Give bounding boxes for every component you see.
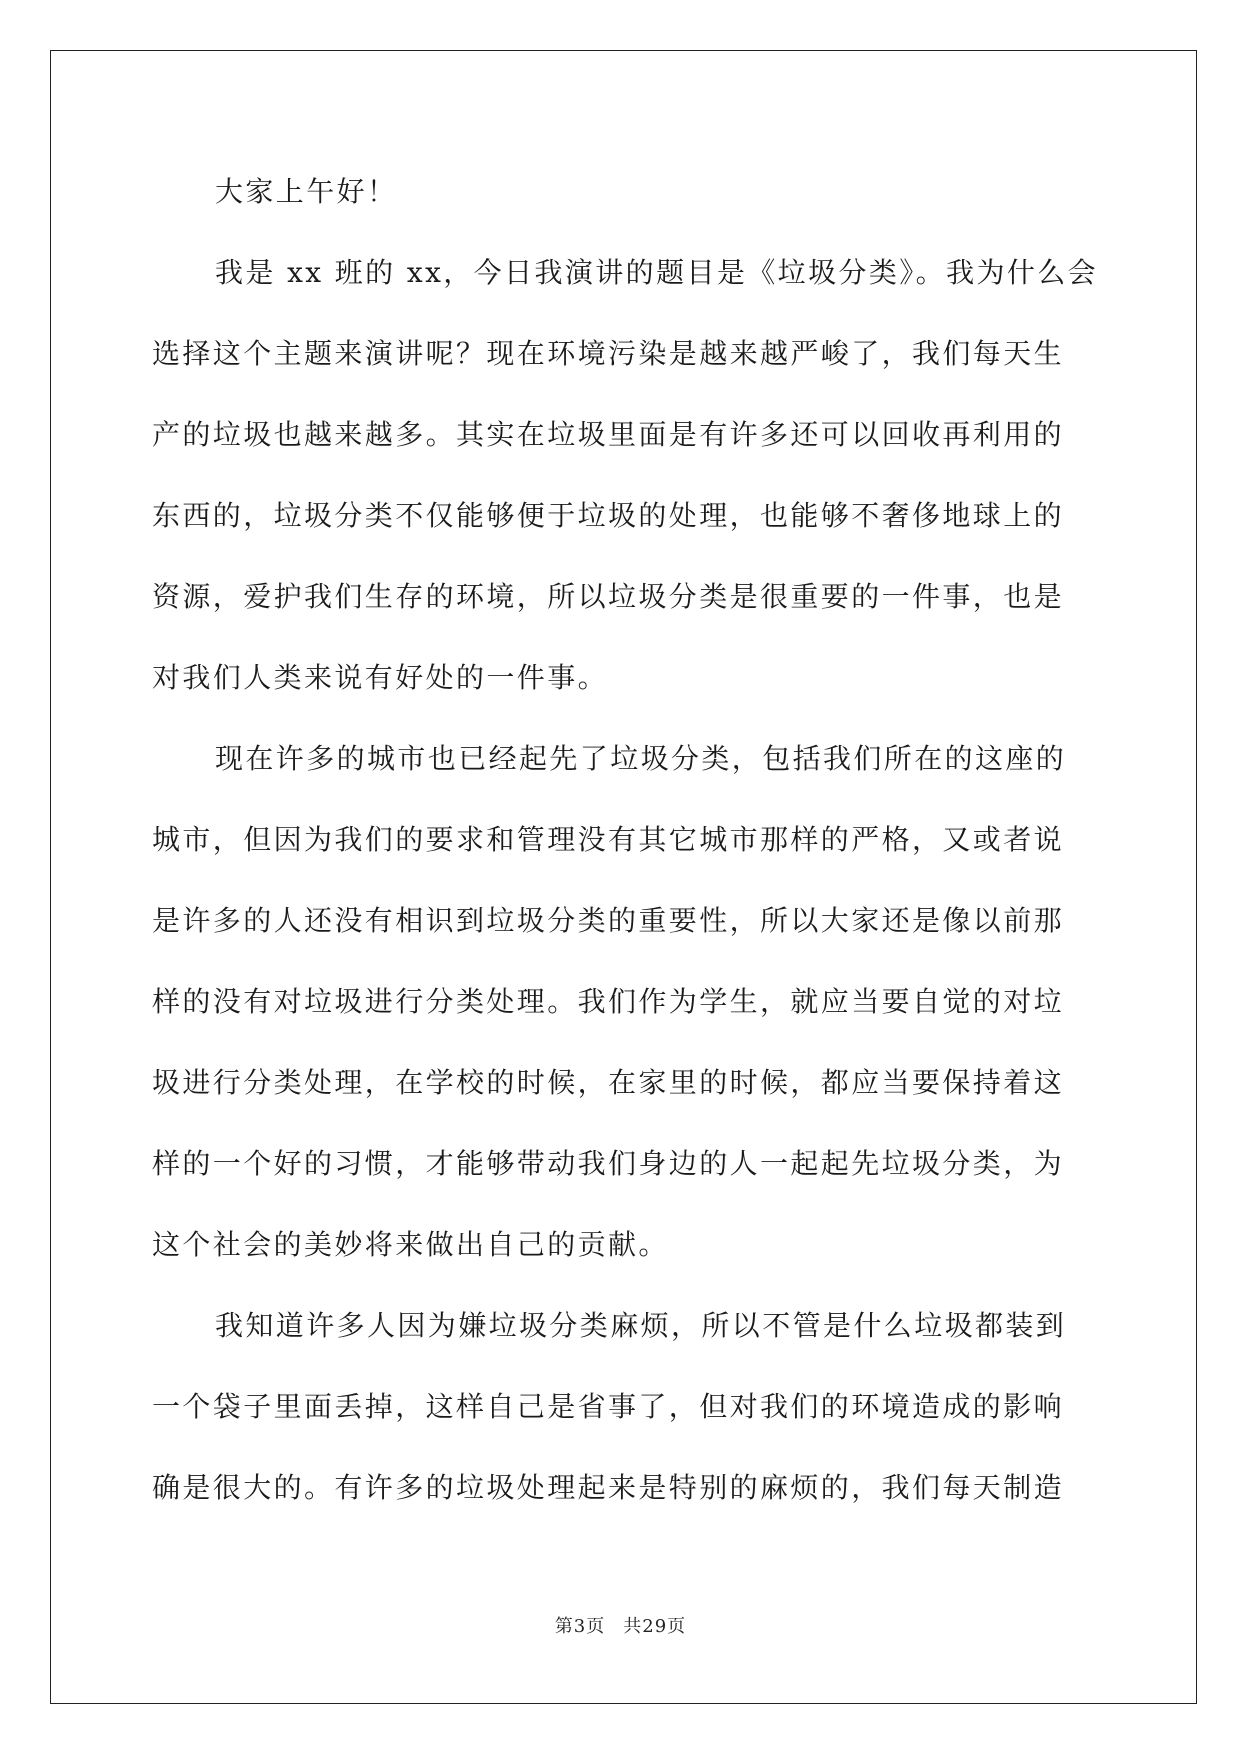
page-number-total: 共29页 — [623, 1616, 687, 1637]
text-line: 样的一个好的习惯，才能够带动我们身边的人一起起先垃圾分类，为 — [152, 1147, 1065, 1180]
text-line: 城市，但因为我们的要求和管理没有其它城市那样的严格，又或者说 — [152, 823, 1065, 856]
document-body — [152, 158, 1099, 1535]
text-line: 一个袋子里面丢掉，这样自己是省事了，但对我们的环境造成的影响 — [152, 1390, 1065, 1423]
page-number-current: 第3页 — [554, 1616, 606, 1637]
page-footer — [0, 1612, 1241, 1638]
text-line: 圾进行分类处理，在学校的时候，在家里的时候，都应当要保持着这 — [152, 1066, 1065, 1099]
text-line: 我知道许多人因为嫌垃圾分类麻烦，所以不管是什么垃圾都装到 — [215, 1309, 1067, 1342]
text-line: 对我们人类来说有好处的一件事。 — [152, 661, 609, 694]
text-line: 确是很大的。有许多的垃圾处理起来是特别的麻烦的，我们每天制造 — [152, 1471, 1065, 1504]
text-line: 选择这个主题来演讲呢？现在环境污染是越来越严峻了，我们每天生 — [152, 337, 1065, 370]
text-line: 我是 xx 班的 xx，今日我演讲的题目是《垃圾分类》。我为什么会 — [215, 256, 1099, 289]
text-line: 现在许多的城市也已经起先了垃圾分类，包括我们所在的这座的 — [215, 742, 1067, 775]
text-line: 这个社会的美妙将来做出自己的贡献。 — [152, 1228, 669, 1261]
text-line: 资源，爱护我们生存的环境，所以垃圾分类是很重要的一件事，也是 — [152, 580, 1065, 613]
text-line: 样的没有对垃圾进行分类处理。我们作为学生，就应当要自觉的对垃 — [152, 985, 1065, 1018]
text-line: 东西的，垃圾分类不仅能够便于垃圾的处理，也能够不奢侈地球上的 — [152, 499, 1065, 532]
text-line: 是许多的人还没有相识到垃圾分类的重要性，所以大家还是像以前那 — [152, 904, 1065, 937]
text-line: 大家上午好！ — [215, 175, 398, 208]
text-line: 产的垃圾也越来越多。其实在垃圾里面是有许多还可以回收再利用的 — [152, 418, 1065, 451]
